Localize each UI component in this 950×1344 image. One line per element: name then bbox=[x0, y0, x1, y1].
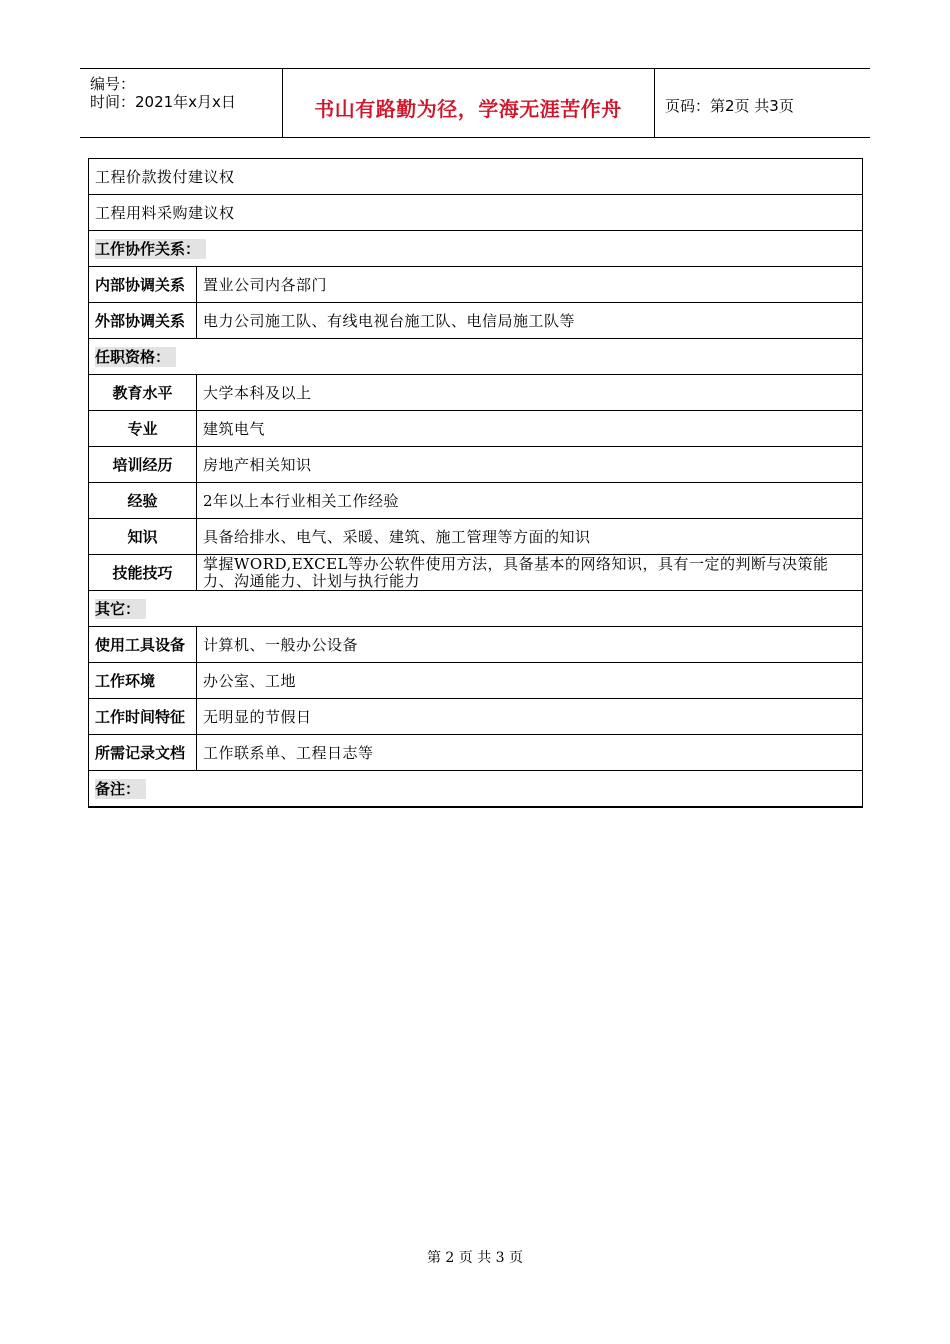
section-title: 其它： bbox=[95, 599, 146, 619]
row-value: 大学本科及以上 bbox=[197, 375, 863, 411]
row-label: 教育水平 bbox=[89, 375, 197, 411]
doc-number-label: 编号： bbox=[90, 75, 136, 93]
row-label: 使用工具设备 bbox=[89, 627, 197, 663]
row-value: 掌握WORD,EXCEL等办公软件使用方法，具备基本的网络知识，具有一定的判断与决策能力、沟通能力、计划与执行能力 bbox=[197, 555, 863, 591]
row-value: 建筑电气 bbox=[197, 411, 863, 447]
row-value: 办公室、工地 bbox=[197, 663, 863, 699]
row-label: 所需记录文档 bbox=[89, 735, 197, 771]
row-value: 计算机、一般办公设备 bbox=[197, 627, 863, 663]
row-value: 具备给排水、电气、采暖、建筑、施工管理等方面的知识 bbox=[197, 519, 863, 555]
row-label: 知识 bbox=[89, 519, 197, 555]
row-label: 技能技巧 bbox=[89, 555, 197, 591]
table-row bbox=[89, 267, 863, 303]
page-header bbox=[80, 68, 870, 138]
table-row bbox=[89, 699, 863, 735]
table-row bbox=[89, 447, 863, 483]
table-row bbox=[89, 627, 863, 663]
table-row bbox=[89, 519, 863, 555]
table-row bbox=[89, 735, 863, 771]
row-label: 外部协调关系 bbox=[89, 303, 197, 339]
table-row bbox=[89, 555, 863, 591]
table-row bbox=[89, 375, 863, 411]
row-value: 房地产相关知识 bbox=[197, 447, 863, 483]
header-page-cell bbox=[655, 69, 870, 137]
row-value: 置业公司内各部门 bbox=[197, 267, 863, 303]
row-label: 工作环境 bbox=[89, 663, 197, 699]
section-title: 备注： bbox=[95, 779, 146, 799]
table-row bbox=[89, 483, 863, 519]
section-row-remarks bbox=[89, 771, 863, 808]
page-info: 页码：第2页 共3页 bbox=[665, 97, 794, 115]
row-value: 电力公司施工队、有线电视台施工队、电信局施工队等 bbox=[197, 303, 863, 339]
motto-text: 书山有路勤为径，学海无涯苦作舟 bbox=[314, 97, 622, 121]
job-description-table bbox=[88, 158, 863, 808]
section-row-other bbox=[89, 591, 863, 627]
row-value: 工作联系单、工程日志等 bbox=[197, 735, 863, 771]
section-row-cooperation bbox=[89, 231, 863, 267]
row-label: 工作时间特征 bbox=[89, 699, 197, 735]
doc-date-label: 时间：2021年x月x日 bbox=[90, 93, 236, 111]
table-row bbox=[89, 195, 863, 231]
header-motto-cell bbox=[282, 69, 655, 137]
row-value: 无明显的节假日 bbox=[197, 699, 863, 735]
section-title: 任职资格： bbox=[95, 347, 176, 367]
table-row bbox=[89, 159, 863, 195]
table-row bbox=[89, 303, 863, 339]
row-value: 2年以上本行业相关工作经验 bbox=[197, 483, 863, 519]
table-row bbox=[89, 663, 863, 699]
row-label: 经验 bbox=[89, 483, 197, 519]
row-label: 内部协调关系 bbox=[89, 267, 197, 303]
section-row-qualification bbox=[89, 339, 863, 375]
authority-item: 工程价款拨付建议权 bbox=[89, 159, 863, 195]
page-footer: 第 2 页 共 3 页 bbox=[426, 1250, 524, 1266]
header-meta bbox=[80, 69, 283, 137]
row-label: 培训经历 bbox=[89, 447, 197, 483]
table-row bbox=[89, 411, 863, 447]
section-title: 工作协作关系： bbox=[95, 239, 206, 259]
row-label: 专业 bbox=[89, 411, 197, 447]
authority-item: 工程用料采购建议权 bbox=[89, 195, 863, 231]
